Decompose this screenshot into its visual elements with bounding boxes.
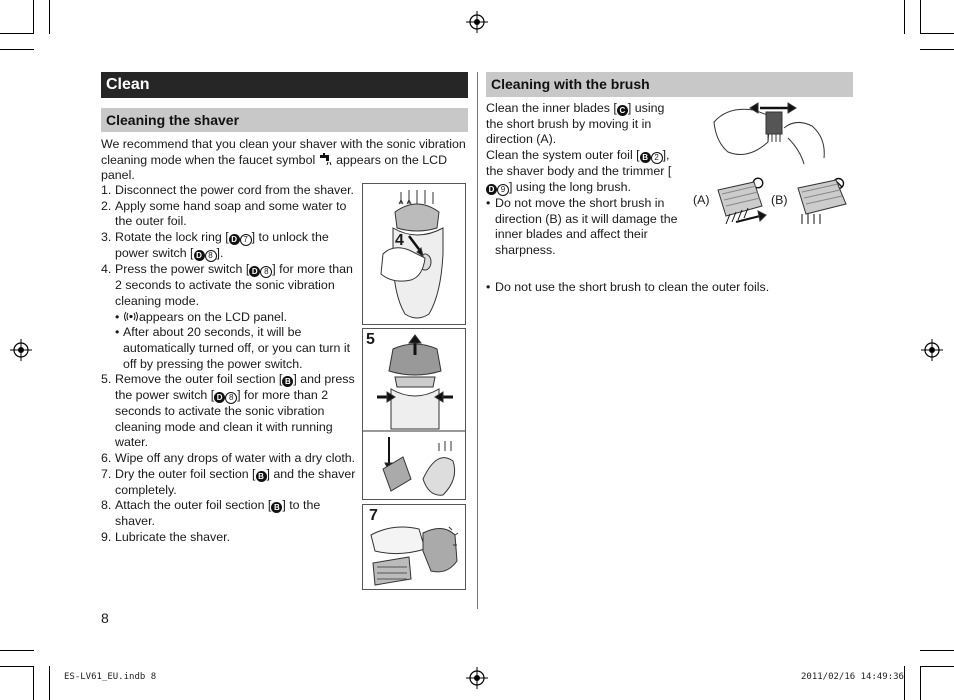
- crop-mark: [0, 650, 34, 651]
- crop-mark: [0, 49, 34, 50]
- column-divider: [477, 72, 478, 609]
- part-number: 8: [225, 392, 237, 404]
- brush-instructions: [486, 101, 682, 259]
- crop-mark: [920, 0, 921, 34]
- crop-mark: [49, 0, 50, 34]
- paragraph: Clean the system outer foil [ B 2 ], the shaver body and the trimmer [D 9 ] using the long brush.: [486, 148, 672, 194]
- part-badge: D: [214, 392, 225, 403]
- part-number: 7: [240, 234, 252, 246]
- step-item: 2. Apply some hand soap and some water to the outer foil.: [101, 198, 347, 229]
- step-item: 9. Lubricate the shaver.: [101, 529, 231, 544]
- crop-mark: [0, 666, 34, 667]
- part-badge: D: [486, 184, 497, 195]
- brush-direction-b-illustration: [794, 176, 854, 230]
- section-title: Clean: [101, 72, 468, 98]
- brush-hand-illustration: [708, 98, 830, 168]
- crop-mark: [920, 650, 954, 651]
- figure-step-7: [362, 504, 466, 590]
- intro-paragraph: We recommend that you clean your shaver with the sonic vibration cleaning mode when the faucet symbol appears on the LCD panel.: [101, 137, 466, 183]
- registration-mark-icon: [466, 11, 488, 33]
- bullet-item: • Do not move the short brush in direction (B) as it will damage the inner blades and affect their sharpness.: [486, 195, 678, 257]
- bullet-item: • Do not use the short brush to clean the outer foils.: [486, 280, 770, 294]
- part-badge: D: [229, 234, 240, 245]
- sonic-vibration-icon: [123, 311, 139, 322]
- crop-mark: [33, 0, 34, 34]
- remove-foil-illustration: [363, 329, 465, 499]
- crop-mark: [904, 666, 905, 700]
- sub-bullet: • After about 20 seconds, it will be automatically turned off, or you can turn it off by pressing the power switch.: [115, 325, 351, 371]
- steps-list: [101, 183, 356, 545]
- dry-foil-illustration: [363, 505, 465, 589]
- registration-mark-icon: [921, 339, 943, 361]
- shaver-rotate-illustration: [363, 184, 465, 324]
- direction-label-a: (A): [693, 193, 710, 207]
- part-badge: B: [640, 152, 651, 163]
- part-badge: D: [249, 266, 260, 277]
- crop-mark: [904, 0, 905, 34]
- part-badge: B: [271, 502, 282, 513]
- faucet-icon: [319, 153, 333, 166]
- figure-step-5: [362, 328, 466, 500]
- part-number: 8: [260, 266, 272, 278]
- file-info: ES-LV61_EU.indb 8: [64, 672, 157, 682]
- page-number: 8: [101, 610, 109, 626]
- figure-number: 4: [395, 232, 404, 249]
- crop-mark: [33, 666, 34, 700]
- sub-bullet: • appears on the LCD panel.: [115, 309, 288, 324]
- paragraph: Clean the inner blades [ C ] using the short brush by moving it in direction (A).: [486, 101, 665, 147]
- crop-mark: [0, 33, 34, 34]
- step-item: 1. Disconnect the power cord from the shaver.: [101, 183, 354, 197]
- part-badge: B: [256, 471, 267, 482]
- print-timestamp: 2011/02/16 14:49:36: [801, 672, 904, 682]
- part-badge: B: [282, 376, 293, 387]
- crop-mark: [920, 33, 954, 34]
- registration-mark-icon: [466, 667, 488, 689]
- part-badge: D: [194, 250, 205, 261]
- direction-label-b: (B): [771, 193, 788, 207]
- registration-mark-icon: [10, 339, 32, 361]
- step-item: 5. Remove the outer foil section [ B ] and press the power switch [ D 8 ] for more than 2 seconds to activate the sonic vibration cleaning mode and clean it with running water.: [101, 372, 355, 450]
- step-item: 7. Dry the outer foil section [ B ] and the shaver completely.: [101, 466, 356, 497]
- figure-number: 5: [366, 331, 375, 348]
- step-item: 8. Attach the outer foil section [ B ] to the shaver.: [101, 498, 321, 528]
- part-number: 9: [497, 184, 509, 196]
- subsection-title: Cleaning the shaver: [101, 108, 468, 132]
- crop-mark: [920, 49, 954, 50]
- step-item: 6. Wipe off any drops of water with a dry cloth.: [101, 451, 356, 466]
- part-number: 2: [651, 152, 663, 164]
- part-number: 8: [205, 250, 217, 262]
- figure-number: 7: [369, 507, 378, 524]
- figure-step-4: [362, 183, 466, 325]
- subsection-title: Cleaning with the brush: [486, 72, 853, 97]
- part-badge: C: [617, 105, 628, 116]
- crop-mark: [49, 666, 50, 700]
- crop-mark: [920, 666, 921, 700]
- crop-mark: [920, 666, 954, 667]
- brush-direction-a-illustration: [714, 178, 770, 232]
- step-item: 3. Rotate the lock ring [ D 7 ] to unlock the power switch [ D 8 ].: [101, 230, 329, 261]
- step-item: 4. Press the power switch [ D 8 ] for more than 2 seconds to activate the sonic vibration cleaning mode.: [101, 262, 353, 308]
